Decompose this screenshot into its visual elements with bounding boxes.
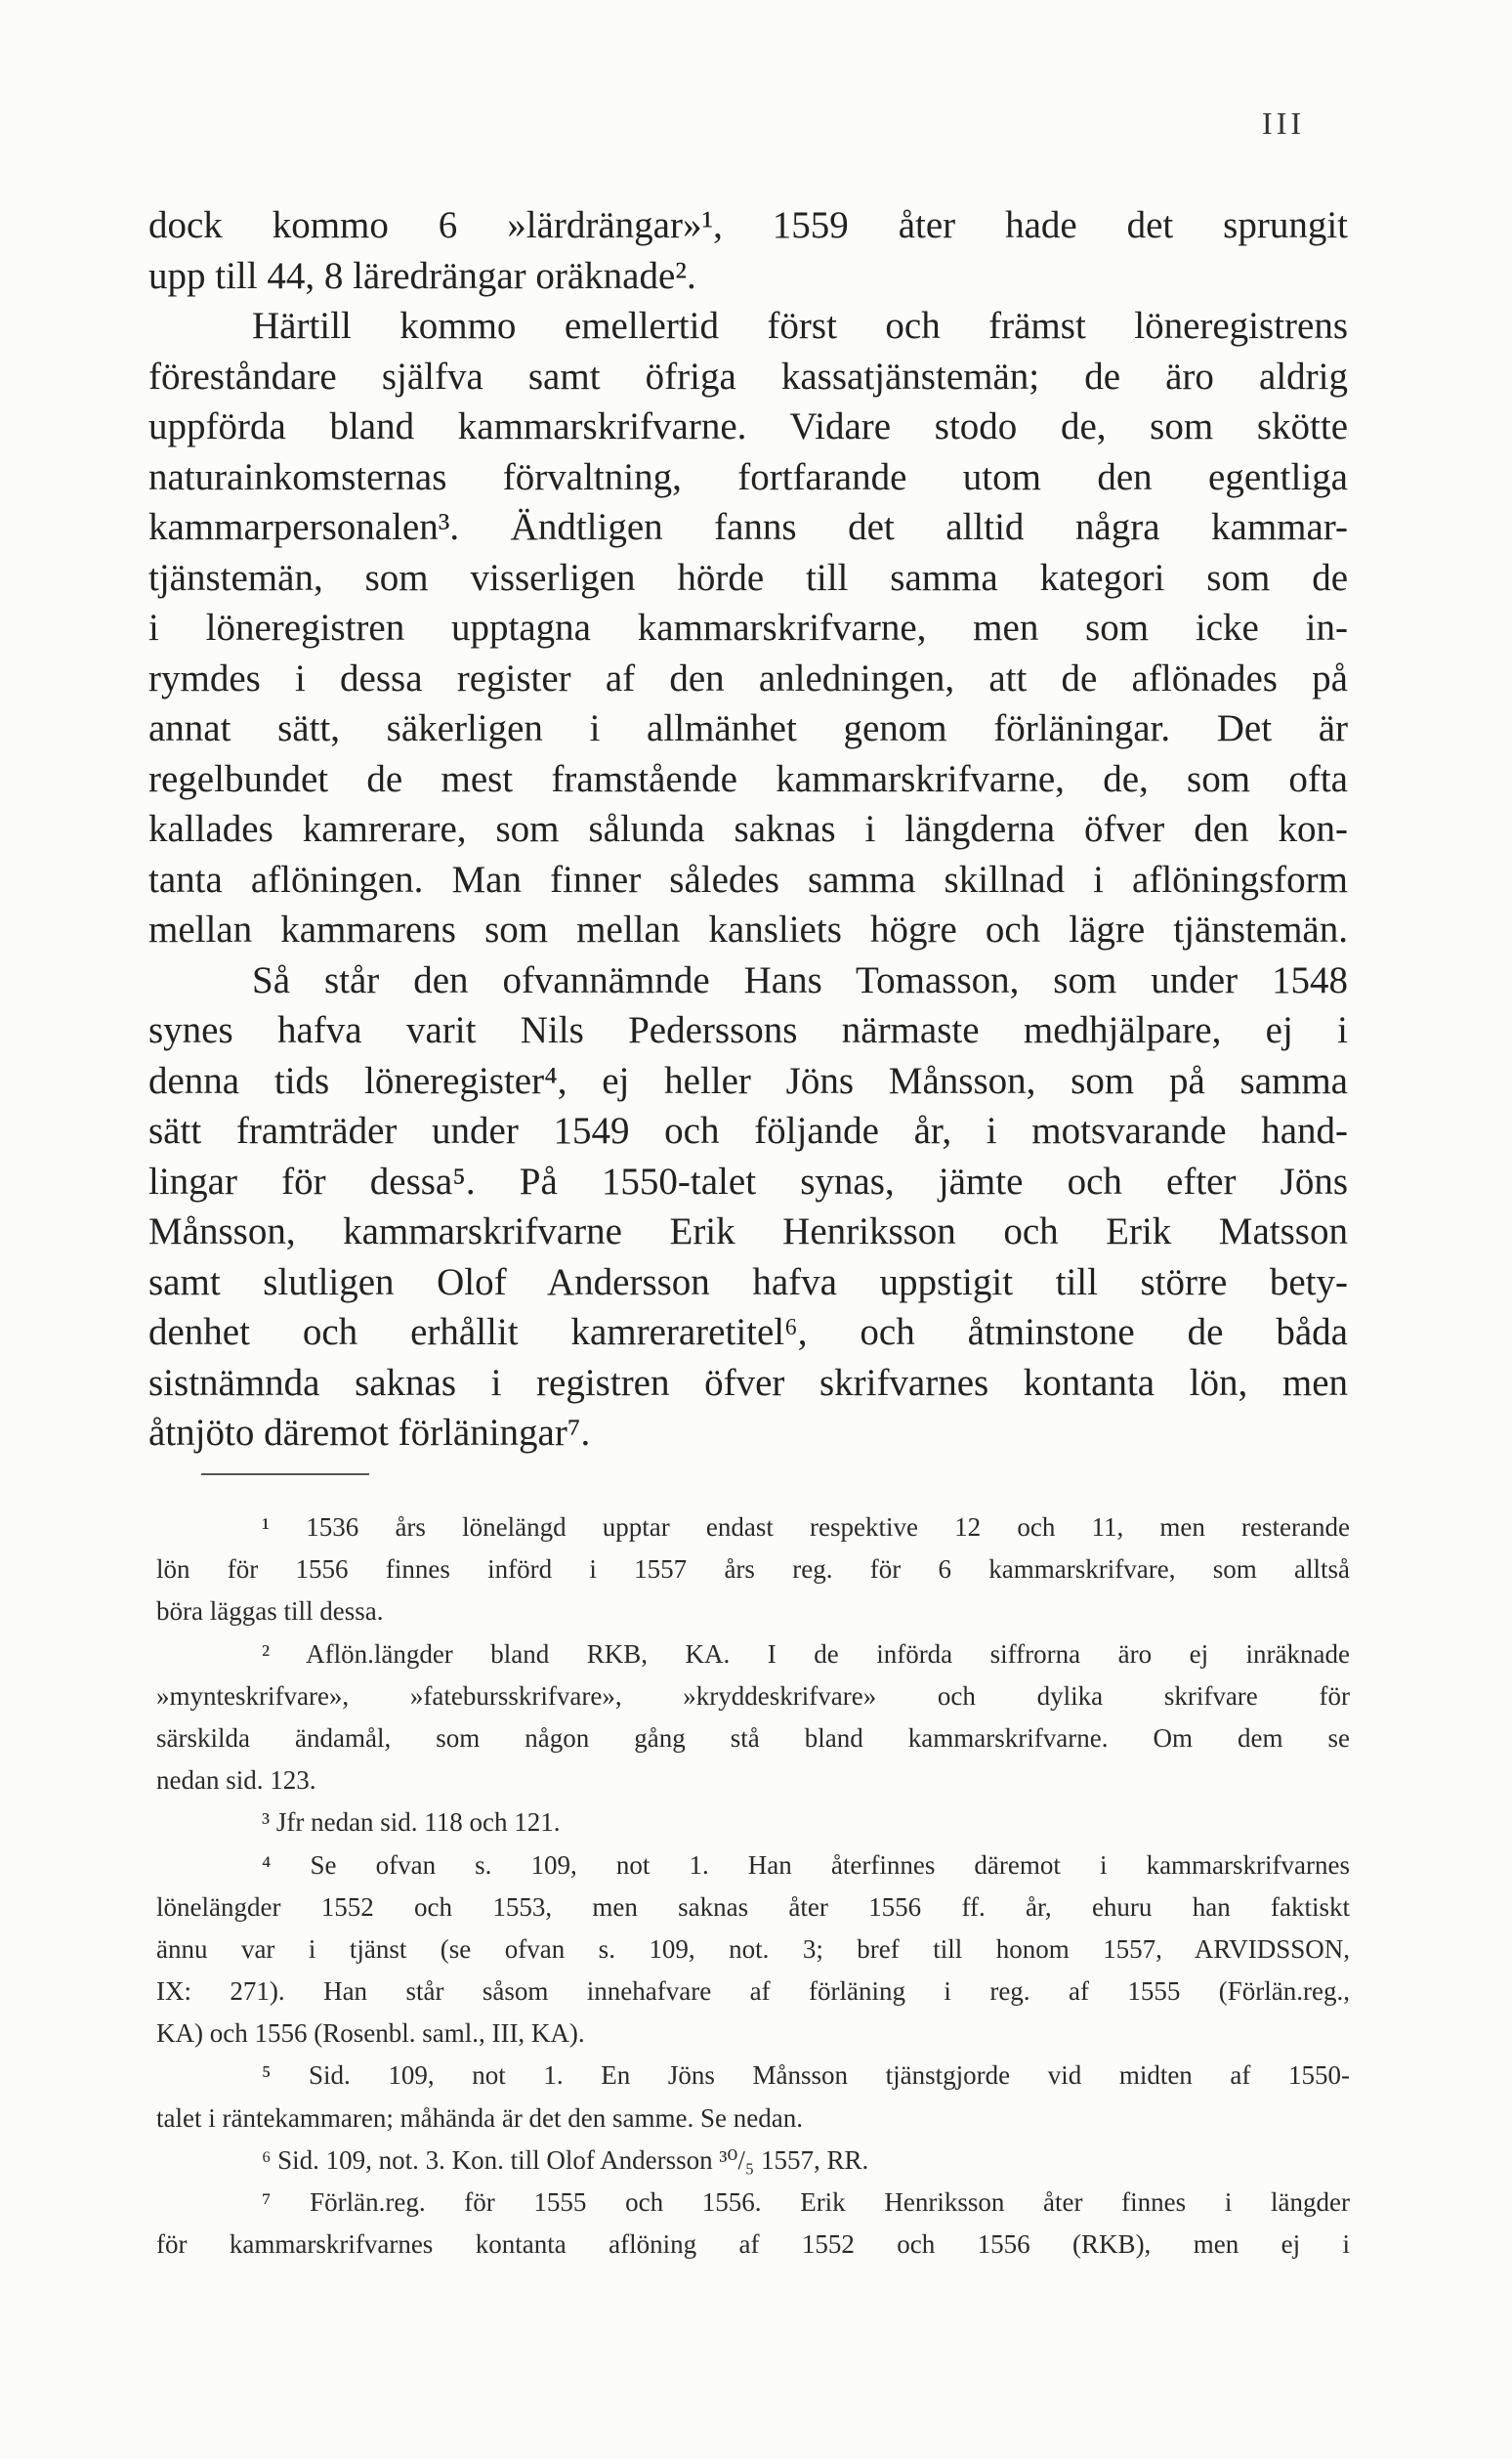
body-line: kammarpersonalen³. Ändtligen fanns det alltid några kammar- xyxy=(148,506,1348,548)
body-line: naturainkomsternas förvaltning, fortfarande utom den egentliga xyxy=(148,455,1348,498)
footnote-line: nedan sid. 123. xyxy=(156,1765,316,1796)
body-line: tjänstemän, som visserligen hörde till samma kategori som de xyxy=(148,556,1348,599)
body-line: åtnjöto däremot förläningar⁷. xyxy=(148,1412,591,1454)
footnote-line: ⁵ Sid. 109, not 1. En Jöns Månsson tjänstgjorde vid midten af 1550- xyxy=(262,2060,1350,2091)
footnote-divider xyxy=(201,1473,369,1475)
footnote-line: ² Aflön.längder bland RKB, KA. I de införda siffrorna äro ej inräknade xyxy=(262,1638,1350,1669)
footnote-line: lön för 1556 finnes införd i 1557 års reg. för 6 kammarskrifvare, som alltså xyxy=(156,1554,1350,1585)
body-line: denhet och erhållit kamreraretitel⁶, och åtminstone de båda xyxy=(148,1311,1348,1353)
footnote-line: ⁴ Se ofvan s. 109, not 1. Han återfinnes däremot i kammarskrifvarnes xyxy=(262,1849,1350,1880)
footnote-line: ¹ 1536 års lönelängd upptar endast respektive 12 och 11, men resterande xyxy=(262,1512,1350,1542)
footnote-line: »mynteskrifvare», »fatebursskrifvare», »kryddeskrifvare» och dylika skrifvare för xyxy=(156,1680,1350,1711)
body-line: samt slutligen Olof Andersson hafva uppstigit till större bety- xyxy=(148,1260,1348,1303)
footnote-line: särskilda ändamål, som någon gång stå bland kammarskrifvarne. Om dem se xyxy=(156,1722,1350,1753)
body-line: upp till 44, 8 läredrängar oräknade². xyxy=(148,254,696,297)
body-line: Så står den ofvannämnde Hans Tomasson, som under 1548 xyxy=(252,958,1348,1001)
body-line: synes hafva varit Nils Pederssons närmaste medhjälpare, ej i xyxy=(148,1009,1348,1051)
footnote-line: för kammarskrifvarnes kontanta aflöning af 1552 och 1556 (RKB), men ej i xyxy=(156,2229,1350,2260)
body-line: annat sätt, säkerligen i allmänhet genom förläningar. Det är xyxy=(148,707,1348,749)
footnote-line: talet i räntekammaren; måhända är det den samme. Se nedan. xyxy=(156,2102,803,2133)
body-line: mellan kammarens som mellan kansliets högre och lägre tjänstemän. xyxy=(148,909,1348,951)
footnote-line: ännu var i tjänst (se ofvan s. 109, not. 3; bref till honom 1557, ARVIDSSON, xyxy=(156,1933,1350,1964)
footnote-line: lönelängder 1552 och 1553, men saknas åter 1556 ff. år, ehuru han faktiskt xyxy=(156,1891,1350,1922)
footnote-line: ⁶ Sid. 109, not. 3. Kon. till Olof Andersson ³⁰/₅ 1557, RR. xyxy=(262,2144,869,2175)
footnote-line: ³ Jfr nedan sid. 118 och 121. xyxy=(262,1807,561,1838)
body-line: Härtill kommo emellertid först och främst löneregistrens xyxy=(252,305,1348,347)
body-line: i löneregistren upptagna kammarskrifvarne, men som icke in- xyxy=(148,607,1348,649)
page-number: III xyxy=(1262,106,1305,141)
body-line: rymdes i dessa register af den anledningen, att de aflönades på xyxy=(148,657,1348,700)
body-line: denna tids löneregister⁴, ej heller Jöns Månsson, som på samma xyxy=(148,1059,1348,1102)
footnote-line: IX: 271). Han står såsom innehafvare af förläning i reg. af 1555 (Förlän.reg., xyxy=(156,1976,1350,2007)
footnote-line: ⁷ Förlän.reg. för 1555 och 1556. Erik Henriksson åter finnes i längder xyxy=(262,2187,1350,2217)
footnote-line: KA) och 1556 (Rosenbl. saml., III, KA). xyxy=(156,2018,585,2049)
body-line: tanta aflöningen. Man finner således samma skillnad i aflöningsform xyxy=(148,858,1348,901)
body-line: sätt framträder under 1549 och följande år, i motsvarande hand- xyxy=(148,1110,1348,1152)
body-line: lingar för dessa⁵. På 1550-talet synas, jämte och efter Jöns xyxy=(148,1160,1348,1203)
body-line: uppförda bland kammarskrifvarne. Vidare stodo de, som skötte xyxy=(148,405,1348,447)
footnotes xyxy=(156,1506,1350,2266)
body-line: kallades kamrerare, som sålunda saknas i längderna öfver den kon- xyxy=(148,808,1348,850)
body-line: sistnämnda saknas i registren öfver skrifvarnes kontanta lön, men xyxy=(148,1361,1348,1404)
footnote-line: böra läggas till dessa. xyxy=(156,1596,384,1627)
body-line: föreståndare själfva samt öfriga kassatjänstemän; de äro aldrig xyxy=(148,355,1348,398)
body-text xyxy=(148,200,1348,1459)
body-line: dock kommo 6 »lärdrängar»¹, 1559 åter hade det sprungit xyxy=(148,204,1348,246)
body-line: Månsson, kammarskrifvarne Erik Henriksson och Erik Matsson xyxy=(148,1210,1348,1252)
body-line: regelbundet de mest framstående kammarskrifvarne, de, som ofta xyxy=(148,757,1348,800)
